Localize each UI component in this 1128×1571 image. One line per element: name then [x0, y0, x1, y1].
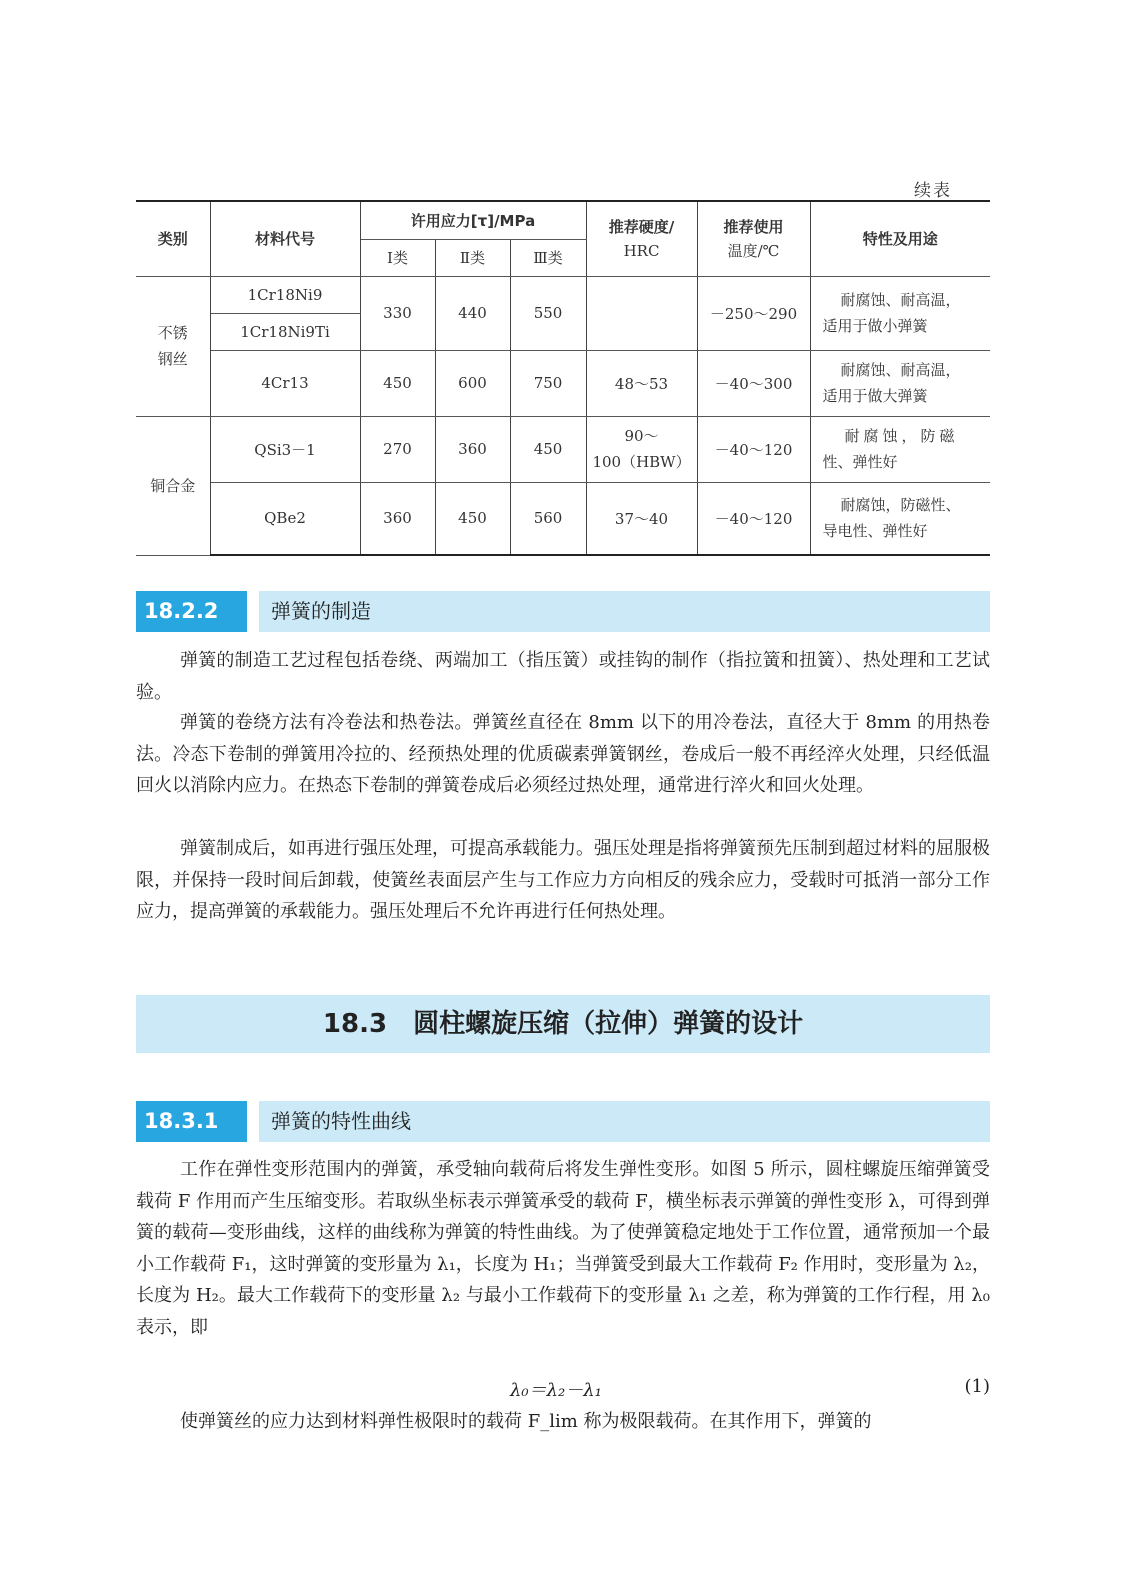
hardness-cell [586, 416, 697, 482]
header-allowable-stress: 许用应力[τ]/MPa [360, 201, 586, 239]
stress-class-3-cell: 550 [510, 276, 586, 350]
table-row [136, 416, 990, 482]
category-line: 钢丝 [157, 350, 188, 368]
chapter-heading-18-3 [136, 995, 990, 1053]
stress-class-2-cell: 440 [435, 276, 510, 350]
section-number: 18.3.1 [136, 1101, 247, 1142]
usage-cell [810, 416, 990, 482]
material-cell: QBe2 [210, 482, 360, 555]
table-row [136, 276, 990, 313]
hardness-cell: 37～40 [586, 482, 697, 555]
section-title: 弹簧的制造 [259, 591, 990, 632]
stress-class-1-cell: 450 [360, 350, 435, 416]
material-cell: 4Cr13 [210, 350, 360, 416]
stress-class-2-cell: 360 [435, 416, 510, 482]
body-paragraph: 弹簧的制造工艺过程包括卷绕、两端加工（指压簧）或挂钩的制作（指拉簧和扭簧）、热处理和工艺试验。 [136, 650, 990, 703]
hardness-line: 90～ [624, 427, 659, 445]
table-row [136, 350, 990, 416]
header-temperature-line2: 温度/℃ [727, 241, 780, 260]
temperature-cell: －40～120 [697, 416, 810, 482]
formula: λ₀＝λ₂－λ₁ [510, 1380, 602, 1401]
header-temperature [697, 201, 810, 276]
material-cell: 1Cr18Ni9Ti [210, 313, 360, 350]
header-hardness [586, 201, 697, 276]
temperature-cell: －40～300 [697, 350, 810, 416]
usage-line: 耐腐蚀，防磁性、 [840, 496, 961, 515]
usage-cell [810, 350, 990, 416]
header-temperature-line1: 推荐使用 [723, 217, 784, 236]
header-usage: 特性及用途 [810, 201, 990, 276]
hardness-cell: 48～53 [586, 350, 697, 416]
stress-class-1-cell: 270 [360, 416, 435, 482]
header-class-2: Ⅱ类 [435, 239, 510, 276]
header-material: 材料代号 [210, 201, 360, 276]
body-paragraph: 弹簧的卷绕方法有冷卷法和热卷法。弹簧丝直径在 8mm 以下的用冷卷法，直径大于 8mm 的用热卷法。冷态下卷制的弹簧用冷拉的、经预热处理的优质碳素弹簧钢丝，卷成后一般不再经淬火处理，只经低温回火以消除内应力。在热态下卷制的弹簧卷成后必须经过热处理，通常进行淬火和回火处理。 [136, 712, 990, 796]
category-cell: 铜合金 [136, 416, 210, 555]
temperature-cell: －40～120 [697, 482, 810, 555]
usage-line: 耐腐蚀、耐高温， [840, 291, 961, 309]
body-paragraph: 工作在弹性变形范围内的弹簧，承受轴向载荷后将发生弹性变形。如图 5 所示，圆柱螺旋压缩弹簧受载荷 F 作用而产生压缩变形。若取纵坐标表示弹簧承受的载荷 F，横坐标表示弹簧的弹性变形 λ，可得到弹簧的载荷—变形曲线，这样的曲线称为弹簧的特性曲线。为了使弹簧稳定地处于工作位置，通常预加一个最小工作载荷 F₁，这时弹簧的变形量为 λ₁，长度为 H₁；当弹簧受到最大工作载荷 F₂ 作用时，变形量为 λ₂，长度为 H₂。最大工作载荷下的变形量 λ₂ 与最小工作载荷下的变形量 λ₁ 之差，称为弹簧的工作行程，用 λ₀ 表示，即 [136, 1159, 990, 1338]
chapter-number: 18.3 [322, 1009, 388, 1039]
stress-class-2-cell: 600 [435, 350, 510, 416]
stress-class-3-cell: 750 [510, 350, 586, 416]
spring-material-table [136, 200, 990, 556]
stress-class-3-cell: 560 [510, 482, 586, 555]
formula-number: (1) [964, 1376, 990, 1397]
chapter-title: 圆柱螺旋压缩（拉伸）弹簧的设计 [413, 1009, 804, 1039]
usage-line: 适用于做小弹簧 [822, 317, 928, 335]
section-heading-18-2-2 [136, 591, 990, 632]
material-cell: 1Cr18Ni9 [210, 276, 360, 313]
usage-line: 耐腐蚀，防磁 [844, 427, 959, 445]
usage-line: 性、弹性好 [822, 453, 898, 471]
body-paragraph: 弹簧制成后，如再进行强压处理，可提高承载能力。强压处理是指将弹簧预先压制到超过材料的屈服极限，并保持一段时间后卸载，使簧丝表面层产生与工作应力方向相反的残余应力，受载时可抵消一部分工作应力，提高弹簧的承载能力。强压处理后不允许再进行任何热处理。 [136, 838, 990, 922]
section-number: 18.2.2 [136, 591, 247, 632]
body-paragraph: 使弹簧丝的应力达到材料弹性极限时的载荷 F_lim 称为极限载荷。在其作用下，弹簧的 [180, 1411, 872, 1432]
usage-cell [810, 276, 990, 350]
header-class-1: Ⅰ类 [360, 239, 435, 276]
usage-line: 耐腐蚀、耐高温， [840, 361, 961, 379]
continued-table-label: 续表 [914, 181, 952, 201]
header-category: 类别 [136, 201, 210, 276]
stress-class-3-cell: 450 [510, 416, 586, 482]
hardness-cell [586, 276, 697, 350]
header-class-3: Ⅲ类 [510, 239, 586, 276]
header-hardness-line1: 推荐硬度/ [608, 217, 675, 236]
hardness-line: 100（HBW） [592, 453, 691, 471]
table-row [136, 482, 990, 555]
usage-cell [810, 482, 990, 555]
temperature-cell: －250～290 [697, 276, 810, 350]
stress-class-2-cell: 450 [435, 482, 510, 555]
usage-line: 导电性、弹性好 [822, 522, 928, 541]
section-title: 弹簧的特性曲线 [259, 1101, 990, 1142]
stress-class-1-cell: 360 [360, 482, 435, 555]
usage-line: 适用于做大弹簧 [822, 387, 928, 405]
stress-class-1-cell: 330 [360, 276, 435, 350]
section-heading-18-3-1 [136, 1101, 990, 1142]
category-cell [136, 276, 210, 416]
material-cell: QSi3－1 [210, 416, 360, 482]
header-hardness-line2: HRC [623, 241, 660, 260]
category-line: 不锈 [157, 324, 188, 342]
